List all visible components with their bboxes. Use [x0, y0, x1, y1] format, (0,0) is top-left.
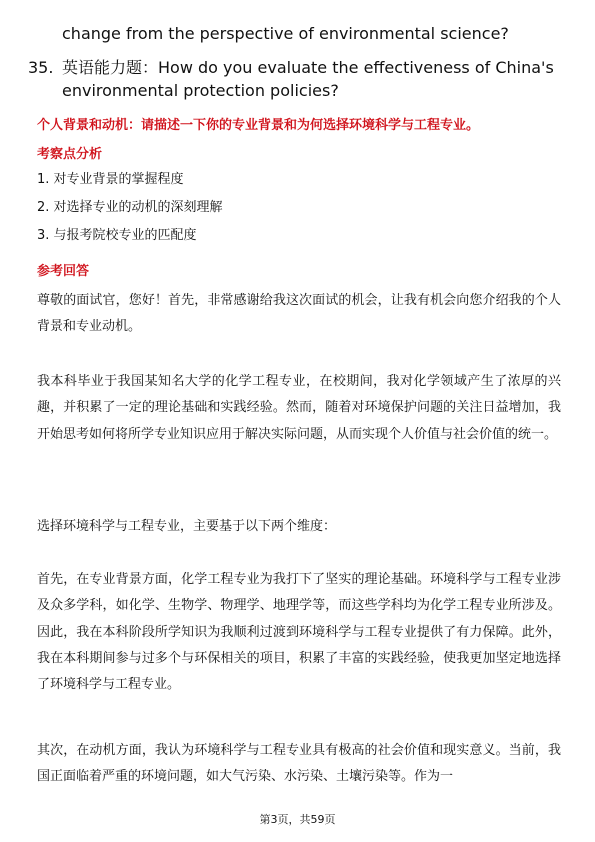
analysis-title: 考察点分析 [37, 147, 103, 162]
analysis-point: 2. 对选择专业的动机的深刻理解 [37, 200, 223, 215]
analysis-point: 1. 对专业背景的掌握程度 [37, 172, 184, 187]
answer-title: 参考回答 [37, 264, 90, 279]
answer-paragraph: 尊敬的面试官，您好！首先，非常感谢给我这次面试的机会，让我有机会向您介绍我的个人背景和专业动机。 [37, 293, 561, 335]
answer-paragraph: 首先，在专业背景方面，化学工程专业为我打下了坚实的理论基础。环境科学与工程专业涉及众多学科，如化学、生物学、物理学、地理学等，而这些学科均为化学工程专业所涉及。因此，我在本科阶段所学知识为我顺利过渡到环境科学与工程专业提供了有力保障。此外，我在本科期间参与过多个与环保相关的项目，积累了丰富的实践经验，使我更加坚定地选择了环境科学与工程专业。 [37, 572, 561, 693]
question-item [28, 56, 568, 102]
question-continuation: change from the perspective of environmental science? [62, 24, 509, 43]
topic-heading: 个人背景和动机：请描述一下你的专业背景和为何选择环境科学与工程专业。 [37, 118, 480, 133]
answer-paragraph: 选择环境科学与工程专业，主要基于以下两个维度： [37, 519, 337, 534]
answer-paragraph: 我本科毕业于我国某知名大学的化学工程专业，在校期间，我对化学领域产生了浓厚的兴趣，并积累了一定的理论基础和实践经验。然而，随着对环境保护问题的关注日益增加，我开始思考如何将所学专业知识应用于解决实际问题，从而实现个人价值与社会价值的统一。 [37, 374, 561, 442]
question-text: 英语能力题：How do you evaluate the effectiveness of China's environmental protection policies? [62, 58, 554, 100]
answer-paragraph: 其次，在动机方面，我认为环境科学与工程专业具有极高的社会价值和现实意义。当前，我国正面临着严重的环境问题，如大气污染、水污染、土壤污染等。作为一 [37, 743, 561, 785]
question-number: 35. [28, 58, 54, 77]
analysis-point: 3. 与报考院校专业的匹配度 [37, 228, 197, 243]
page-footer: 第3页，共59页 [259, 813, 336, 826]
